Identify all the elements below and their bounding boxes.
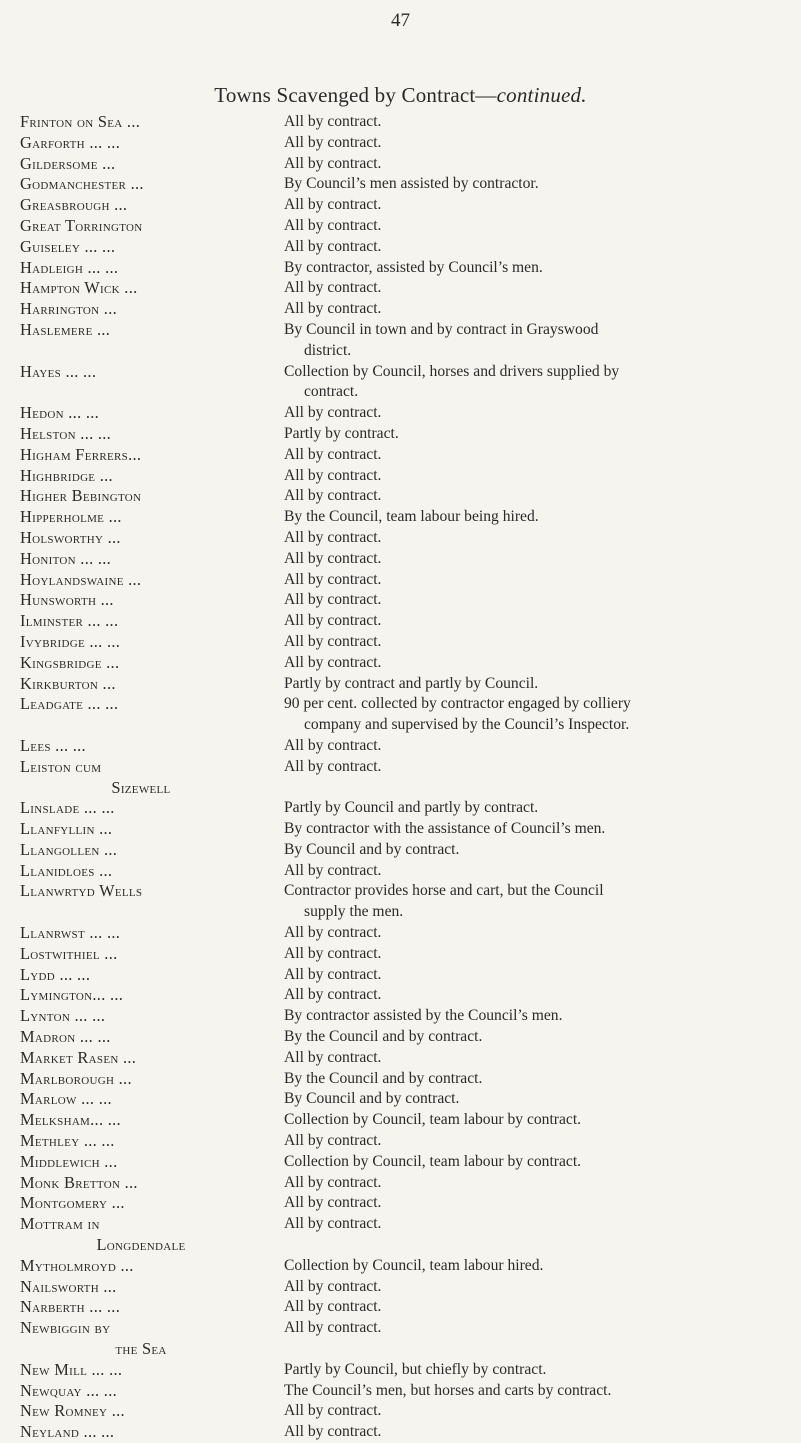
scavenging-method xyxy=(282,1277,790,1298)
scavenging-method xyxy=(282,881,790,923)
method-line: Partly by contract. xyxy=(284,424,399,442)
table-row xyxy=(20,1027,790,1048)
table-row xyxy=(20,424,790,445)
town-name-line: Frinton on Sea ... xyxy=(20,112,141,131)
town-name xyxy=(20,1006,282,1027)
method-line: All by contract. xyxy=(284,300,382,318)
method-line: Partly by contract and partly by Council. xyxy=(284,674,539,692)
scavenging-method xyxy=(282,632,790,653)
scavenging-method xyxy=(282,112,790,133)
scavenging-method xyxy=(282,278,790,299)
method-line: All by contract. xyxy=(284,757,382,775)
scavenging-method xyxy=(282,1006,790,1027)
town-name-line: Lees ... ... xyxy=(20,735,86,755)
table-row xyxy=(20,445,790,466)
table-row xyxy=(20,674,790,695)
method-line: All by contract. xyxy=(284,965,382,983)
town-name-line: Llanidloes ... xyxy=(20,860,113,880)
scavenging-method xyxy=(282,819,790,840)
scavenging-method xyxy=(282,1048,790,1069)
town-name-line: Montgomery ... xyxy=(20,1193,125,1213)
town-name-line: Greasbrough ... xyxy=(20,195,128,215)
heading-main: Towns Scavenged by Contract— xyxy=(214,83,497,107)
town-name-line: Mytholmroyd ... xyxy=(20,1255,134,1275)
method-line: Partly by Council, but chiefly by contract. xyxy=(284,1360,547,1378)
table-row xyxy=(20,590,790,611)
method-line: By Council and by contract. xyxy=(284,1090,460,1108)
page-number: 47 xyxy=(391,10,410,31)
town-name-line: Highbridge ... xyxy=(20,465,113,485)
method-line: All by contract. xyxy=(284,237,382,255)
scavenging-method xyxy=(282,1256,790,1277)
method-line: All by contract. xyxy=(284,1048,382,1066)
method-line: All by contract. xyxy=(284,1173,382,1191)
scavenging-method xyxy=(282,611,790,632)
town-name-line: Linslade ... ... xyxy=(20,798,115,818)
scavenging-method xyxy=(282,1422,790,1443)
method-line: All by contract. xyxy=(284,1277,382,1295)
scavenging-method xyxy=(282,1214,790,1256)
town-name-line: Llangollen ... xyxy=(20,839,118,859)
table-row xyxy=(20,112,790,133)
scavenging-method xyxy=(282,1110,790,1131)
town-name-line: Melksham... ... xyxy=(20,1110,121,1130)
town-name xyxy=(20,694,282,736)
method-line: All by contract. xyxy=(284,216,382,234)
table-row xyxy=(20,1152,790,1173)
table-row xyxy=(20,1214,790,1256)
town-name xyxy=(20,632,282,653)
method-line: All by contract. xyxy=(284,1132,382,1150)
table-row xyxy=(20,1360,790,1381)
table-row xyxy=(20,923,790,944)
method-line: All by contract. xyxy=(284,570,382,588)
town-name-continuation: Sizewell xyxy=(111,777,171,797)
table-row xyxy=(20,466,790,487)
town-name-line: Middlewich ... xyxy=(20,1151,118,1171)
table-row xyxy=(20,798,790,819)
method-line: All by contract. xyxy=(284,1423,382,1441)
town-name-line: Newbiggin by xyxy=(20,1318,111,1338)
method-line: All by contract. xyxy=(284,466,382,484)
town-name-line: Lostwithiel ... xyxy=(20,943,118,963)
table-row xyxy=(20,278,790,299)
table-row xyxy=(20,1006,790,1027)
scavenging-method xyxy=(282,653,790,674)
town-name xyxy=(20,1422,282,1443)
scavenging-method xyxy=(282,507,790,528)
town-name-line: Hipperholme ... xyxy=(20,507,122,527)
scavenging-method xyxy=(282,133,790,154)
table-row xyxy=(20,1422,790,1443)
town-name xyxy=(20,507,282,528)
table-row xyxy=(20,507,790,528)
town-name xyxy=(20,985,282,1006)
table-row xyxy=(20,1089,790,1110)
scavenging-method xyxy=(282,1381,790,1402)
town-name xyxy=(20,819,282,840)
town-name xyxy=(20,590,282,611)
town-name-line: Kingsbridge ... xyxy=(20,652,120,672)
town-name xyxy=(20,1131,282,1152)
town-name xyxy=(20,486,282,507)
town-name-line: Madron ... ... xyxy=(20,1027,111,1047)
scavenging-method xyxy=(282,694,790,736)
scavenging-method xyxy=(282,258,790,279)
town-name xyxy=(20,320,282,362)
scavenging-method xyxy=(282,757,790,799)
town-name xyxy=(20,216,282,237)
town-name xyxy=(20,445,282,466)
table-row xyxy=(20,1256,790,1277)
town-name xyxy=(20,278,282,299)
scavenging-method xyxy=(282,590,790,611)
method-line: By the Council and by contract. xyxy=(284,1028,483,1046)
town-name xyxy=(20,1256,282,1277)
method-line: All by contract. xyxy=(284,1298,382,1316)
town-name-line: Kirkburton ... xyxy=(20,673,116,693)
town-name xyxy=(20,174,282,195)
town-name-line: Leadgate ... ... xyxy=(20,694,119,714)
method-continuation: contract. xyxy=(304,383,359,401)
scavenging-method xyxy=(282,570,790,591)
table-row xyxy=(20,632,790,653)
table-row xyxy=(20,1277,790,1298)
method-line: All by contract. xyxy=(284,1215,382,1233)
method-line: All by contract. xyxy=(284,591,382,609)
town-name xyxy=(20,362,282,404)
method-line: The Council’s men, but horses and carts by contract. xyxy=(284,1381,612,1399)
table-row xyxy=(20,362,790,404)
scavenging-method xyxy=(282,985,790,1006)
table-row xyxy=(20,965,790,986)
town-name-line: Marlborough ... xyxy=(20,1068,132,1088)
table-row xyxy=(20,1401,790,1422)
town-name-line: Lydd ... ... xyxy=(20,964,91,984)
town-name-line: Hampton Wick ... xyxy=(20,278,138,298)
town-name xyxy=(20,1069,282,1090)
table-row xyxy=(20,133,790,154)
town-name xyxy=(20,1360,282,1381)
town-name xyxy=(20,1173,282,1194)
scavenging-method xyxy=(282,320,790,362)
scavenging-method xyxy=(282,1131,790,1152)
scavenging-method xyxy=(282,798,790,819)
town-name xyxy=(20,570,282,591)
scavenging-method xyxy=(282,362,790,404)
town-name xyxy=(20,1277,282,1298)
town-name xyxy=(20,840,282,861)
method-line: Collection by Council, team labour by contract. xyxy=(284,1111,582,1129)
table-row xyxy=(20,1193,790,1214)
method-continuation: company and supervised by the Council’s Inspector. xyxy=(304,716,630,734)
method-line: All by contract. xyxy=(284,944,382,962)
town-name xyxy=(20,112,282,133)
table-row xyxy=(20,653,790,674)
method-line: All by contract. xyxy=(284,1194,382,1212)
town-name-line: Garforth ... ... xyxy=(20,132,121,152)
table-row xyxy=(20,174,790,195)
town-name xyxy=(20,466,282,487)
town-name xyxy=(20,1027,282,1048)
table-row xyxy=(20,1173,790,1194)
table-row xyxy=(20,819,790,840)
table-row xyxy=(20,694,790,736)
method-line: All by contract. xyxy=(284,1319,382,1337)
town-name-line: Haslemere ... xyxy=(20,319,111,339)
town-name xyxy=(20,653,282,674)
method-line: Collection by Council, team labour hired. xyxy=(284,1256,544,1274)
method-line: All by contract. xyxy=(284,404,382,422)
town-name-line: Guiseley ... ... xyxy=(20,236,116,256)
method-line: All by contract. xyxy=(284,487,382,505)
method-line: All by contract. xyxy=(284,1402,382,1420)
method-line: All by contract. xyxy=(284,612,382,630)
method-line: All by contract. xyxy=(284,549,382,567)
town-name xyxy=(20,1381,282,1402)
town-name-line: Llanrwst ... ... xyxy=(20,923,121,943)
table-row xyxy=(20,1381,790,1402)
table-row xyxy=(20,549,790,570)
town-name-line: Hedon ... ... xyxy=(20,403,100,423)
scavenging-method xyxy=(282,861,790,882)
town-name-line: Great Torrington xyxy=(20,215,143,235)
scavenging-method xyxy=(282,1360,790,1381)
method-line: All by contract. xyxy=(284,986,382,1004)
table-row xyxy=(20,861,790,882)
method-line: All by contract. xyxy=(284,736,382,754)
method-line: By contractor assisted by the Council’s men. xyxy=(284,1007,563,1025)
scavenging-method xyxy=(282,1297,790,1318)
table-row xyxy=(20,757,790,799)
scavenging-method xyxy=(282,466,790,487)
table-row xyxy=(20,486,790,507)
towns-table xyxy=(20,112,790,1443)
town-name-continuation: the Sea xyxy=(115,1339,167,1359)
town-name xyxy=(20,611,282,632)
town-name xyxy=(20,1193,282,1214)
town-name xyxy=(20,674,282,695)
method-line: Contractor provides horse and cart, but the Council xyxy=(284,882,604,900)
table-row xyxy=(20,1131,790,1152)
town-name-line: Lymington... ... xyxy=(20,985,124,1005)
method-line: All by contract. xyxy=(284,133,382,151)
scavenging-method xyxy=(282,174,790,195)
method-line: By the Council, team labour being hired. xyxy=(284,508,539,526)
scavenging-method xyxy=(282,923,790,944)
town-name-line: Honiton ... ... xyxy=(20,548,112,568)
town-name-line: Mottram in xyxy=(20,1214,100,1234)
method-continuation: district. xyxy=(304,341,352,359)
method-line: All by contract. xyxy=(284,632,382,650)
town-name-line: Holsworthy ... xyxy=(20,527,121,547)
scavenging-method xyxy=(282,1401,790,1422)
scavenging-method xyxy=(282,1173,790,1194)
town-name xyxy=(20,424,282,445)
method-line: By contractor with the assistance of Council’s men. xyxy=(284,820,606,838)
table-row xyxy=(20,840,790,861)
table-row xyxy=(20,258,790,279)
town-name xyxy=(20,944,282,965)
town-name xyxy=(20,861,282,882)
method-line: All by contract. xyxy=(284,154,382,172)
town-name-line: Lynton ... ... xyxy=(20,1006,106,1026)
town-name xyxy=(20,798,282,819)
method-line: All by contract. xyxy=(284,528,382,546)
table-row xyxy=(20,216,790,237)
town-name-line: Narberth ... ... xyxy=(20,1297,121,1317)
town-name-line: Godmanchester ... xyxy=(20,174,144,194)
table-row xyxy=(20,736,790,757)
table-row xyxy=(20,1110,790,1131)
town-name-line: Monk Bretton ... xyxy=(20,1172,138,1192)
town-name-line: Methley ... ... xyxy=(20,1131,115,1151)
town-name xyxy=(20,1110,282,1131)
town-name-line: Newquay ... ... xyxy=(20,1380,117,1400)
scavenging-method xyxy=(282,237,790,258)
town-name xyxy=(20,736,282,757)
town-name xyxy=(20,923,282,944)
table-row xyxy=(20,1048,790,1069)
method-line: Collection by Council, horses and drivers supplied by xyxy=(284,362,620,380)
town-name xyxy=(20,403,282,424)
town-name xyxy=(20,1152,282,1173)
town-name-line: Harrington ... xyxy=(20,299,118,319)
town-name xyxy=(20,1214,282,1256)
scavenging-method xyxy=(282,674,790,695)
method-line: Partly by Council and partly by contract. xyxy=(284,799,539,817)
table-row xyxy=(20,320,790,362)
table-row xyxy=(20,528,790,549)
method-line: All by contract. xyxy=(284,861,382,879)
town-name-continuation: Longdendale xyxy=(96,1235,186,1255)
table-row xyxy=(20,237,790,258)
scavenging-method xyxy=(282,1027,790,1048)
method-line: By Council’s men assisted by contractor. xyxy=(284,175,539,193)
table-row xyxy=(20,1069,790,1090)
town-name xyxy=(20,299,282,320)
table-row xyxy=(20,985,790,1006)
town-name xyxy=(20,1048,282,1069)
scavenging-method xyxy=(282,299,790,320)
scavenging-method xyxy=(282,944,790,965)
table-row xyxy=(20,299,790,320)
town-name-line: Ivybridge ... ... xyxy=(20,631,121,651)
town-name xyxy=(20,757,282,799)
method-line: All by contract. xyxy=(284,113,382,130)
town-name xyxy=(20,1297,282,1318)
town-name-line: Higher Bebington xyxy=(20,486,142,506)
table-row xyxy=(20,154,790,175)
method-line: By Council in town and by contract in Grayswood xyxy=(284,320,599,338)
method-line: By the Council and by contract. xyxy=(284,1069,483,1087)
scavenging-method xyxy=(282,840,790,861)
town-name-line: Market Rasen ... xyxy=(20,1047,137,1067)
town-name-line: Hoylandswaine ... xyxy=(20,569,142,589)
method-line: By contractor, assisted by Council’s men. xyxy=(284,258,543,276)
town-name-line: Hunsworth ... xyxy=(20,590,114,610)
table-row xyxy=(20,570,790,591)
town-name xyxy=(20,1089,282,1110)
method-line: All by contract. xyxy=(284,279,382,297)
scavenging-method xyxy=(282,1089,790,1110)
town-name xyxy=(20,528,282,549)
table-row xyxy=(20,195,790,216)
table-row xyxy=(20,403,790,424)
table-row xyxy=(20,611,790,632)
scavenging-method xyxy=(282,549,790,570)
town-name-line: Hadleigh ... ... xyxy=(20,257,119,277)
town-name-line: Llanwrtyd Wells xyxy=(20,881,143,901)
town-name-line: Higham Ferrers... xyxy=(20,444,142,464)
method-line: All by contract. xyxy=(284,924,382,942)
town-name xyxy=(20,237,282,258)
town-name-line: Leiston cum xyxy=(20,756,102,776)
heading-continued: continued. xyxy=(496,83,587,107)
scavenging-method xyxy=(282,736,790,757)
town-name xyxy=(20,549,282,570)
town-name xyxy=(20,881,282,923)
town-name-line: Gildersome ... xyxy=(20,153,116,173)
table-row xyxy=(20,1297,790,1318)
town-name-line: New Mill ... ... xyxy=(20,1359,123,1379)
town-name xyxy=(20,1401,282,1422)
table-row xyxy=(20,944,790,965)
method-line: Collection by Council, team labour by contract. xyxy=(284,1152,582,1170)
scavenging-method xyxy=(282,965,790,986)
scavenging-method xyxy=(282,1193,790,1214)
scavenging-method xyxy=(282,1069,790,1090)
town-name xyxy=(20,133,282,154)
town-name-line: Ilminster ... ... xyxy=(20,611,119,631)
scavenging-method xyxy=(282,154,790,175)
town-name-line: New Romney ... xyxy=(20,1401,125,1421)
town-name-line: Helston ... ... xyxy=(20,423,112,443)
town-name-line: Marlow ... ... xyxy=(20,1089,112,1109)
scavenging-method xyxy=(282,195,790,216)
table-row xyxy=(20,881,790,923)
method-line: By Council and by contract. xyxy=(284,840,460,858)
scavenging-method xyxy=(282,403,790,424)
town-name xyxy=(20,195,282,216)
method-line: All by contract. xyxy=(284,196,382,214)
town-name-line: Nailsworth ... xyxy=(20,1276,117,1296)
town-name-line: Llanfyllin ... xyxy=(20,819,113,839)
town-name xyxy=(20,965,282,986)
method-continuation: supply the men. xyxy=(304,903,404,921)
method-line: All by contract. xyxy=(284,653,382,671)
scavenging-method xyxy=(282,486,790,507)
method-line: All by contract. xyxy=(284,445,382,463)
scavenging-method xyxy=(282,445,790,466)
page-heading xyxy=(0,83,801,108)
town-name-line: Neyland ... ... xyxy=(20,1422,115,1442)
scavenging-method xyxy=(282,1152,790,1173)
town-name xyxy=(20,154,282,175)
scavenging-method xyxy=(282,528,790,549)
town-name-line: Hayes ... ... xyxy=(20,361,97,381)
method-line: 90 per cent. collected by contractor engaged by colliery xyxy=(284,695,631,713)
scavenging-method xyxy=(282,216,790,237)
town-name xyxy=(20,258,282,279)
scavenging-method xyxy=(282,424,790,445)
